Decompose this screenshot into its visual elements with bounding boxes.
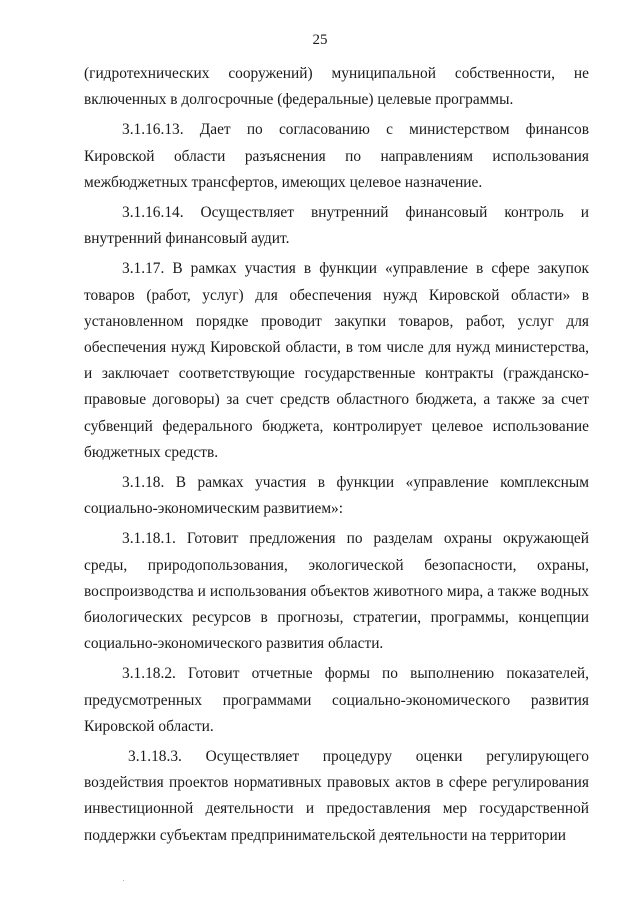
paragraph-3-1-16-14: 3.1.16.14. Осуществляет внутренний финансовый контроль и внутренний финансовый аудит. <box>84 204 589 248</box>
paragraph-3-1-18-3: 3.1.18.3. Осуществляет процедуру оценки регулирующего воздействия проектов нормативных правовых актов в сфере регулирования инвестиционной деятельности и предоставления мер государственной поддержки субъектам предпринимательской деятельности на территории <box>84 748 589 844</box>
paragraph-3-1-18: 3.1.18. В рамках участия в функции «управление комплексным социально-экономическим развитием»: <box>84 474 589 518</box>
page-number: 25 <box>312 32 328 48</box>
document-body <box>84 61 589 853</box>
paragraph-3-1-18-1: 3.1.18.1. Готовит предложения по разделам охраны окружающей среды, природопользования, экологической безопасности, охраны, воспроизводства и использования объектов животного мира, а также водных биологических ресурсов в прогнозы, стратегии, программы, концепции социально-экономического развития области. <box>84 530 589 653</box>
paragraph-3-1-18-2: 3.1.18.2. Готовит отчетные формы по выполнению показателей, предусмотренных программами социально-экономического развития Кировской области. <box>84 665 589 735</box>
paragraph-3-1-16-13: 3.1.16.13. Дает по согласованию с министерством финансов Кировской области разъяснения по направлениям использования межбюджетных трансфертов, имеющих целевое назначение. <box>84 121 589 191</box>
scan-speck <box>123 880 124 881</box>
paragraph-3-1-17: 3.1.17. В рамках участия в функции «управление в сфере закупок товаров (работ, услуг) для обеспечения нужд Кировской области» в установленном порядке проводит закупки товаров, работ, услуг для обеспечения нужд Кировской области, в том числе для нужд министерства, и заключает соответствующие государственные контракты (гражданско-правовые договоры) за счет средств областного бюджета, а также за счет субвенций федерального бюджета, контролирует целевое использование бюджетных средств. <box>84 260 589 461</box>
paragraph-continuation: (гидротехнических сооружений) муниципальной собственности, не включенных в долгосрочные (федеральные) целевые программы. <box>84 65 589 109</box>
